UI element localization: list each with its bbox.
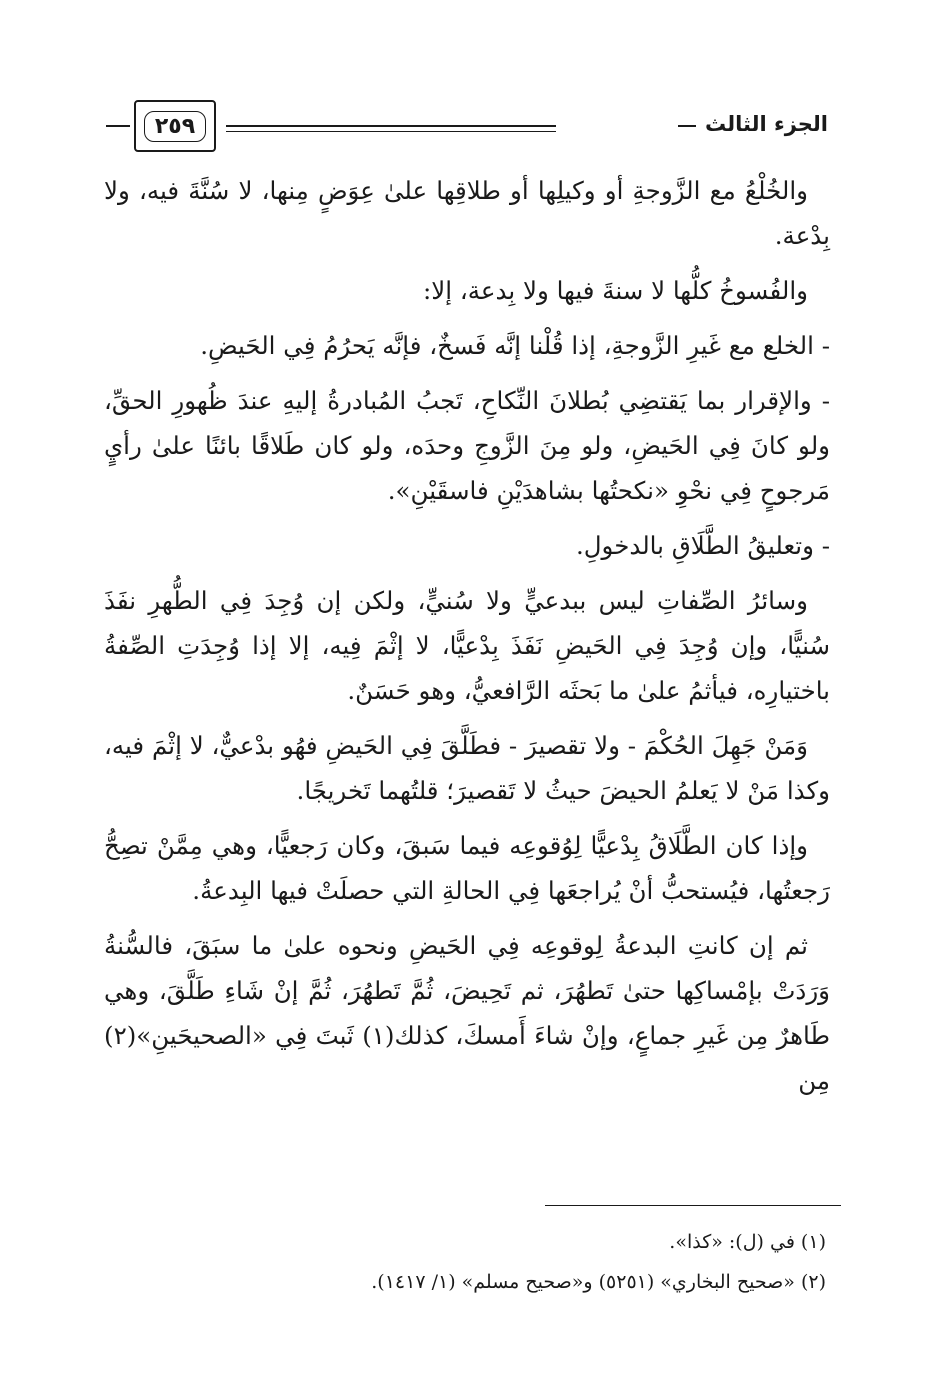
page-number-frame (134, 100, 216, 152)
paragraph-rajah: وإذا كان الطَّلَاقُ بِدْعيًّا لِوُقوعِه فيما سَبقَ، وكان رَجعيًّا، وهي مِمَّنْ تصِحُّ رَجعتُها، فيُستحبُّ أنْ يُراجعَها فِي الحالةِ التي حصلَتْ فيها البِدعةُ. (104, 831, 830, 905)
main-text (104, 168, 830, 1113)
header-rule-middle-thin (226, 131, 556, 132)
list-item-taliq: - وتعليقُ الطَّلَاقِ بالدخولِ. (575, 531, 830, 560)
paragraph-fusukh: والفُسوخُ كلُّها لا سنةَ فيها ولا بِدعة، إلا: (423, 276, 808, 305)
footnotes (104, 1222, 826, 1302)
running-title: الجزء الثالث (705, 112, 828, 136)
page-number: ٢٥٩ (144, 111, 206, 142)
paragraph-sunnah: ثم إن كانتِ البدعةُ لِوقوعِه فِي الحَيضِ ونحوه علىٰ ما سبَقَ، فالسُّنةُ وَرَدَتْ بإمْساكِها حتىٰ تَطهُرَ، ثم تَحِيضَ، ثُمَّ تَطهُرَ، ثُمَّ إنْ شَاءِ طَلَّقَ، وهي طَاهرٌ مِن غَيرِ جماعٍ، وإنْ شاءَ أَمسكَ، كذلك(١) ثَبتَ فِي «الصحيحَينِ»(٢) مِن (104, 931, 830, 1095)
list-item-khul-non-wife: - الخلع مع غَيرِ الزَّوجةِ، إذا قُلْنا إنَّه فَسخٌ، فإنَّه يَحرُمُ فِي الحَيضِ. (200, 331, 830, 360)
paragraph-jahil: وَمَنْ جَهِلَ الحُكْمَ - ولا تقصيرَ - فطَلَّقَ فِي الحَيضِ فهُو بدْعيٌّ، لا إثْمَ فيه، وكذا مَنْ لا يَعلمُ الحيضَ حيثُ لا تَقصيرَ؛ قلتُهما تَخريجًا. (104, 731, 830, 805)
header-rule-middle-thick (226, 125, 556, 127)
paragraph-khul: والخُلْعُ مع الزَّوجةِ أو وكيلِها أو طلاقِها علىٰ عِوَضٍ مِنها، لا سُنَّةَ فيه، ولا بِدْعة. (104, 176, 830, 250)
paragraph-sifat: وسائرُ الصِّفاتِ ليس ببدعيٍّ ولا سُنيٍّ، ولكن إن وُجِدَ فِي الطُّهرِ نفَذَ سُنيًّا، وإن وُجِدَ فِي الحَيضِ نَفَذَ بِدْعيًّا، لا إثْمَ فِيه، إلا إذا وُجِدَتِ الصِّفةُ باختيارِه، فيأثمُ علىٰ ما بَحثَه الرَّافعيُّ، وهو حَسَنٌ. (104, 586, 830, 705)
list-item-iqrar: - والإقرار بما يَقتضِي بُطلانَ النِّكاحِ، تَجبُ المُبادرةُ إليهِ عندَ ظُهورِ الحقِّ، ولو كانَ فِي الحَيضِ، ولو مِنَ الزَّوجِ وحدَه، ولو كان طَلاقًا بائنًا علىٰ رأيٍ مَرجوحٍ فِي نحْوِ «نكحتُها بشاهدَيْنِ فاسقَيْنِ». (104, 386, 830, 505)
footnote-2: (٢) «صحيح البخاري» (٥٢٥١) و«صحيح مسلم» (١/ ١٤١٧). (371, 1271, 826, 1293)
footnote-1: (١) في (ل): «كذا». (669, 1231, 826, 1253)
page-header (106, 100, 828, 158)
header-rule-left (106, 125, 130, 127)
footnote-separator (545, 1205, 841, 1206)
header-rule-right (678, 125, 696, 127)
